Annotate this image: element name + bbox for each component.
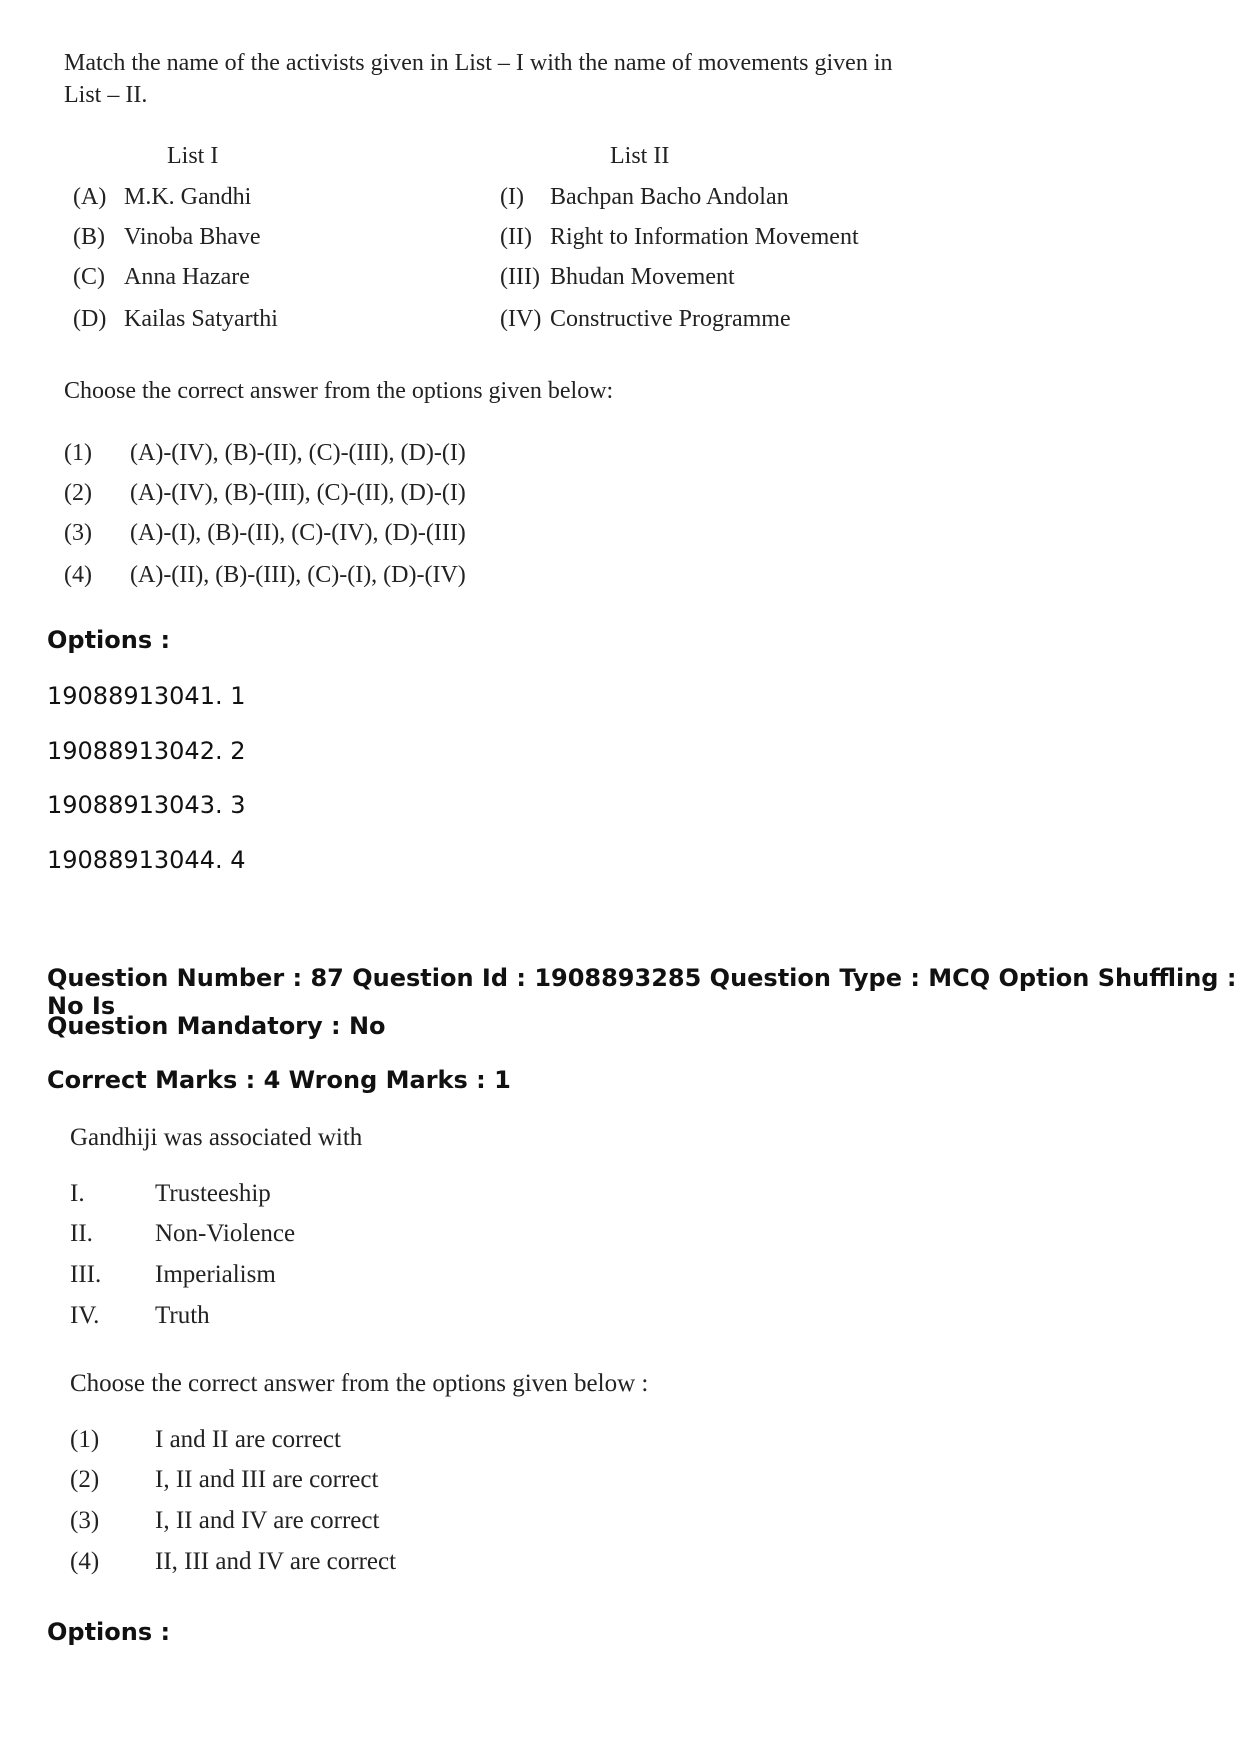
list1-label-d: (D) <box>73 306 107 332</box>
q1-answer-num-3: (3) <box>64 520 92 546</box>
option-item-3[interactable]: 19088913043. 3 <box>47 791 246 819</box>
list1-label-a: (A) <box>73 184 107 210</box>
q2-answer-num-1: (1) <box>70 1426 100 1453</box>
q2-choose-instruction: Choose the correct answer from the options given below : <box>70 1370 649 1397</box>
question-meta-line3: Correct Marks : 4 Wrong Marks : 1 <box>47 1066 511 1094</box>
q2-stem: Gandhiji was associated with <box>70 1124 363 1151</box>
q1-answer-num-1: (1) <box>64 440 92 466</box>
q2-answer-num-3: (3) <box>70 1507 100 1534</box>
list1-label-b: (B) <box>73 224 105 250</box>
q2-item-text-4: Truth <box>155 1302 210 1329</box>
options-heading-2: Options : <box>47 1618 171 1646</box>
q1-answer-text-3: (A)-(I), (B)-(II), (C)-(IV), (D)-(III) <box>130 520 466 546</box>
list1-text-d: Kailas Satyarthi <box>124 306 278 332</box>
list2-label-3: (III) <box>500 264 540 290</box>
q1-choose-instruction: Choose the correct answer from the options given below: <box>64 378 614 404</box>
q2-answer-text-2: I, II and III are correct <box>155 1466 379 1493</box>
list2-text-1: Bachpan Bacho Andolan <box>550 184 789 210</box>
q1-answer-text-1: (A)-(IV), (B)-(II), (C)-(III), (D)-(I) <box>130 440 466 466</box>
list1-text-c: Anna Hazare <box>124 264 250 290</box>
q2-answer-text-1: I and II are correct <box>155 1426 341 1453</box>
list2-text-2: Right to Information Movement <box>550 224 859 250</box>
q1-stem-line1: Match the name of the activists given in List – I with the name of movements given in <box>64 50 893 76</box>
q2-item-text-2: Non-Violence <box>155 1220 296 1247</box>
q1-answer-num-4: (4) <box>64 562 92 588</box>
q2-answer-text-4: II, III and IV are correct <box>155 1548 397 1575</box>
list2-label-4: (IV) <box>500 306 542 332</box>
list2-label-2: (II) <box>500 224 532 250</box>
q2-answer-text-3: I, II and IV are correct <box>155 1507 380 1534</box>
list2-header: List II <box>610 143 670 169</box>
q2-item-text-3: Imperialism <box>155 1261 276 1288</box>
list2-text-4: Constructive Programme <box>550 306 791 332</box>
q2-item-text-1: Trusteeship <box>155 1180 271 1207</box>
q1-stem-line2: List – II. <box>64 82 148 108</box>
list1-text-a: M.K. Gandhi <box>124 184 252 210</box>
q1-answer-num-2: (2) <box>64 480 92 506</box>
q2-item-num-1: I. <box>70 1180 85 1207</box>
list2-text-3: Bhudan Movement <box>550 264 735 290</box>
options-heading-1: Options : <box>47 626 171 654</box>
q2-answer-num-2: (2) <box>70 1466 100 1493</box>
list1-label-c: (C) <box>73 264 105 290</box>
list2-label-1: (I) <box>500 184 524 210</box>
question-meta-line1: Question Number : 87 Question Id : 1908893285 Question Type : MCQ Option Shuffling : No Is <box>47 964 1237 1020</box>
option-item-4[interactable]: 19088913044. 4 <box>47 846 246 874</box>
option-item-1[interactable]: 19088913041. 1 <box>47 682 246 710</box>
q2-item-num-3: III. <box>70 1261 102 1288</box>
q1-answer-text-2: (A)-(IV), (B)-(III), (C)-(II), (D)-(I) <box>130 480 466 506</box>
list1-header: List I <box>167 143 219 169</box>
option-item-2[interactable]: 19088913042. 2 <box>47 737 246 765</box>
list1-text-b: Vinoba Bhave <box>124 224 261 250</box>
q2-item-num-4: IV. <box>70 1302 100 1329</box>
question-meta-line2: Question Mandatory : No <box>47 1012 386 1040</box>
q1-answer-text-4: (A)-(II), (B)-(III), (C)-(I), (D)-(IV) <box>130 562 466 588</box>
q2-answer-num-4: (4) <box>70 1548 100 1575</box>
q2-item-num-2: II. <box>70 1220 93 1247</box>
